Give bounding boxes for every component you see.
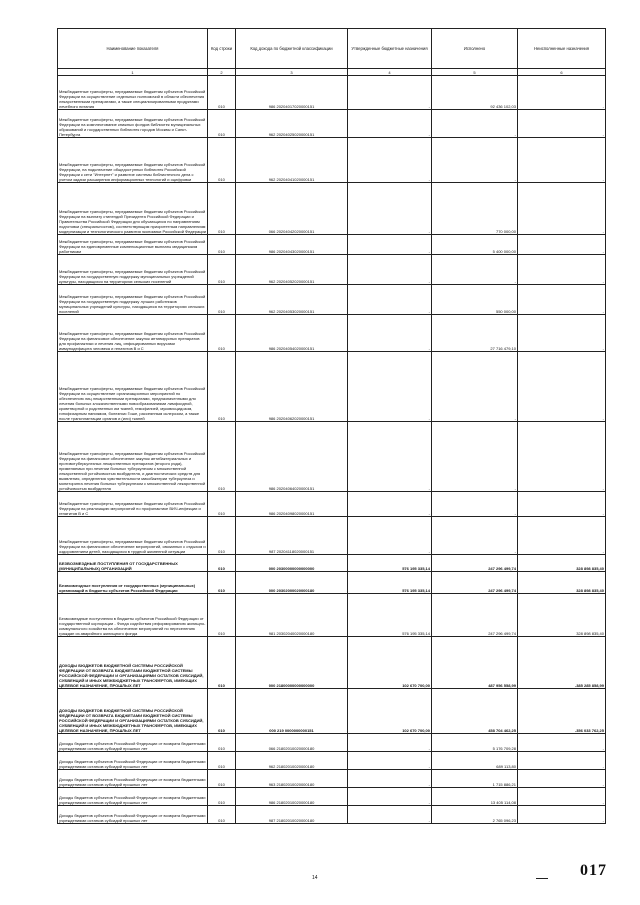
cell-approved: -: [348, 255, 432, 285]
table-row: [58, 517, 606, 555]
cell-executed: 247 296 499,74: [432, 594, 518, 637]
cell-approved: -: [348, 752, 432, 770]
cell-code: 010: [208, 788, 236, 806]
cell-approved: -: [348, 183, 432, 235]
cell-approved: -: [348, 76, 432, 110]
cell-kbk: 987 21802010020000180: [236, 806, 348, 824]
cell-kbk: 963 21802010020000180: [236, 770, 348, 788]
cell-name: Межбюджетные трансферты, передаваемые бюджетам субъектов Российской Федерации на единовременные компенсационные выплаты медицинским работникам: [58, 235, 208, 255]
cell-executed: -: [432, 110, 518, 138]
cell-kbk: 987 20204118020000151: [236, 517, 348, 555]
header-row: [58, 29, 606, 69]
header-approved: Утвержденные бюджетные назначения: [348, 29, 432, 69]
table-row: [58, 183, 606, 235]
table-row: [58, 770, 606, 788]
budget-execution-table: [57, 28, 606, 824]
cell-kbk: 000 219 0000000000151: [236, 689, 348, 734]
cell-code: 010: [208, 235, 236, 255]
cell-unexecuted: -: [518, 315, 606, 352]
cell-name: Доходы бюджетов субъектов Российской Федерации от возврата бюджетными учреждениями остатков субсидий прошлых лет: [58, 788, 208, 806]
cell-executed: 247 296 499,74: [432, 572, 518, 594]
header-unexecuted: Неисполненные назначения: [518, 29, 606, 69]
cell-unexecuted: 328 898 835,40: [518, 555, 606, 572]
cell-approved: -: [348, 517, 432, 555]
cell-kbk: 066 20204042020000151: [236, 183, 348, 235]
cell-kbk: 986 21802010020000180: [236, 788, 348, 806]
cell-code: 010: [208, 138, 236, 183]
table-row: [58, 637, 606, 689]
cell-executed: -: [432, 422, 518, 492]
cell-code: 010: [208, 572, 236, 594]
cell-code: 010: [208, 492, 236, 517]
cell-kbk: 962 20204053020000151: [236, 285, 348, 315]
header-kbk: Код дохода по бюджетной классификации: [236, 29, 348, 69]
cell-unexecuted: -: [518, 138, 606, 183]
cell-unexecuted: -: [518, 110, 606, 138]
cell-code: 010: [208, 734, 236, 752]
cell-approved: -: [348, 315, 432, 352]
cell-name: Доходы бюджетов субъектов Российской Федерации от возврата бюджетными учреждениями остатков субсидий прошлых лет: [58, 806, 208, 824]
cell-unexecuted: -: [518, 183, 606, 235]
cell-approved: -: [348, 788, 432, 806]
cell-executed: -: [432, 138, 518, 183]
cell-approved: -: [348, 422, 432, 492]
cell-name: Доходы бюджетов субъектов Российской Федерации от возврата бюджетными учреждениями остатков субсидий прошлых лет: [58, 734, 208, 752]
cell-executed: 5 400 000,00: [432, 235, 518, 255]
cell-name: БЕЗВОЗМЕЗДНЫЕ ПОСТУПЛЕНИЯ ОТ ГОСУДАРСТВЕННЫХ (МУНИЦИПАЛЬНЫХ) ОРГАНИЗАЦИЙ: [58, 555, 208, 572]
cell-unexecuted: -: [518, 734, 606, 752]
cell-name: Безвозмездные поступления в бюджеты субъектов Российской Федерации от государственной корпорации - Фонда содействия реформированию жилищно-коммунального хозяйства на обеспечение мероприятий по переселению граждан из аварийного жилищного фонда: [58, 594, 208, 637]
cell-approved: -: [348, 806, 432, 824]
table-row: [58, 555, 606, 572]
cell-code: 010: [208, 110, 236, 138]
cell-kbk: 962 20204041020000151: [236, 138, 348, 183]
cell-name: Межбюджетные трансферты, передаваемые бюджетам субъектов Российской Федерации на осуществление организационных мероприятий по обеспечению лиц лекарственными препаратами, предназначенными для лечения больных злокачественными новообразованиями лимфоидной, кроветворной и родственных им тканей, гемофилией, муковисцидозом, гипофизарным нанизмом, болезнью Гоше, рассеянным склерозом, а также после трансплантации органов и (или) тканей: [58, 352, 208, 422]
footer-dash: [536, 878, 548, 879]
table-row: [58, 806, 606, 824]
cell-code: 010: [208, 806, 236, 824]
cell-approved: 102 670 700,00: [348, 637, 432, 689]
cell-unexecuted: -: [518, 517, 606, 555]
col-index-5: 5: [432, 69, 518, 76]
cell-executed: 770 000,00: [432, 183, 518, 235]
col-index-2: 2: [208, 69, 236, 76]
cell-name: Доходы бюджетов субъектов Российской Федерации от возврата бюджетными учреждениями остатков субсидий прошлых лет: [58, 752, 208, 770]
cell-code: 010: [208, 352, 236, 422]
cell-approved: -: [348, 235, 432, 255]
cell-unexecuted: -: [518, 806, 606, 824]
column-index-row: [58, 69, 606, 76]
cell-unexecuted: -356 033 762,25: [518, 689, 606, 734]
cell-executed: 13 405 114,08: [432, 788, 518, 806]
page-number: 14: [312, 875, 318, 881]
cell-unexecuted: 328 898 835,40: [518, 572, 606, 594]
cell-unexecuted: -: [518, 76, 606, 110]
cell-unexecuted: -: [518, 255, 606, 285]
cell-executed: -: [432, 492, 518, 517]
cell-executed: 458 704 462,25: [432, 689, 518, 734]
cell-name: Безвозмездные поступления от государственных (муниципальных) организаций в бюджеты субъектов Российской Федерации: [58, 572, 208, 594]
cell-code: 010: [208, 517, 236, 555]
cell-approved: -: [348, 492, 432, 517]
cell-executed: 2 765 096,23: [432, 806, 518, 824]
cell-kbk: 986 20204054020000151: [236, 315, 348, 352]
cell-name: Межбюджетные трансферты, передаваемые бюджетам субъектов Российской Федерации на финансовое обеспечение закупок антивирусных препаратов для профилактики и лечения лиц, инфицированных вирусами иммунодефицита человека и гепатитов В и С: [58, 315, 208, 352]
cell-code: 010: [208, 555, 236, 572]
cell-unexecuted: -: [518, 422, 606, 492]
cell-kbk: 962 20204052020000151: [236, 255, 348, 285]
cell-kbk: 962 21802010020000180: [236, 752, 348, 770]
cell-code: 010: [208, 689, 236, 734]
cell-approved: 576 195 335,14: [348, 572, 432, 594]
report-sheet: [57, 28, 605, 824]
cell-executed: 5 176 709,28: [432, 734, 518, 752]
cell-approved: -: [348, 770, 432, 788]
cell-unexecuted: -: [518, 352, 606, 422]
cell-name: ДОХОДЫ БЮДЖЕТОВ БЮДЖЕТНОЙ СИСТЕМЫ РОССИЙСКОЙ ФЕДЕРАЦИИ ОТ ВОЗВРАТА БЮДЖЕТАМИ БЮДЖЕТНОЙ СИСТЕМЫ РОССИЙСКОЙ ФЕДЕРАЦИИ И ОРГАНИЗАЦИЯМИ ОСТАТКОВ СУБСИДИЙ, СУБВЕНЦИЙ И ИНЫХ МЕЖБЮДЖЕТНЫХ ТРАНСФЕРТОВ, ИМЕЮЩИХ ЦЕЛЕВОЕ НАЗНАЧЕНИЕ, ПРОШЛЫХ ЛЕТ: [58, 637, 208, 689]
cell-name: Межбюджетные трансферты, передаваемые бюджетам субъектов Российской Федерации на осуществление отдельных полномочий в области обеспечения лекарственными препаратами, а также специализированными продуктами лечебного питания: [58, 76, 208, 110]
cell-unexecuted: -: [518, 235, 606, 255]
cell-name: Межбюджетные трансферты, передаваемые бюджетам субъектов Российской Федерации на государственную поддержку лучших работников муниципальных учреждений культуры, находящихся на территориях сельских поселений: [58, 285, 208, 315]
table-row: [58, 492, 606, 517]
cell-executed: 1 715 886,21: [432, 770, 518, 788]
cell-name: Доходы бюджетов субъектов Российской Федерации от возврата бюджетными учреждениями остатков субсидий прошлых лет: [58, 770, 208, 788]
table-row: [58, 689, 606, 734]
cell-approved: -: [348, 110, 432, 138]
table-row: [58, 315, 606, 352]
cell-unexecuted: -: [518, 770, 606, 788]
cell-name: Межбюджетные трансферты, передаваемые бюджетам субъектов Российской Федерации на выплату стипендий Президента Российской Федерации и Правительства Российской Федерации для обучающихся по направлениям подготовки (специальностям), соответствующим приоритетным направлениям модернизации и технологического развития экономики Российской Федерации: [58, 183, 208, 235]
cell-kbk: 986 20204098020000151: [236, 492, 348, 517]
header-name: Наименование показателя: [58, 29, 208, 69]
sheet-stamp-number: 017: [580, 862, 607, 879]
col-index-6: 6: [518, 69, 606, 76]
cell-executed: -: [432, 352, 518, 422]
cell-approved: -: [348, 352, 432, 422]
cell-kbk: 986 20204043020000151: [236, 235, 348, 255]
cell-code: 010: [208, 285, 236, 315]
cell-kbk: 962 20204025020000151: [236, 110, 348, 138]
cell-code: 010: [208, 594, 236, 637]
cell-executed: -: [432, 255, 518, 285]
cell-name: Межбюджетные трансферты, передаваемые бюджетам субъектов Российской Федерации на финансовое обеспечение закупок антибактериальных и противотуберкулезных лекарственных препаратов (второго ряда), применяемых при лечении больных туберкулезом с множественной лекарственной устойчивостью возбудителя, и диагностических средств для выявления, определения чувствительности микобактерии туберкулеза и мониторинга лечения больных туберкулезом с множественной лекарственной устойчивостью возбудителя: [58, 422, 208, 492]
cell-kbk: 000 21800000000000000: [236, 637, 348, 689]
table-row: [58, 352, 606, 422]
col-index-1: 1: [58, 69, 208, 76]
table-row: [58, 138, 606, 183]
cell-kbk: 000 20300000000000000: [236, 555, 348, 572]
cell-code: 010: [208, 770, 236, 788]
cell-executed: 92 436 102,03: [432, 76, 518, 110]
cell-executed: 689 113,80: [432, 752, 518, 770]
table-row: [58, 752, 606, 770]
cell-code: 010: [208, 422, 236, 492]
cell-executed: -: [432, 517, 518, 555]
cell-unexecuted: -: [518, 788, 606, 806]
cell-unexecuted: 328 898 835,40: [518, 594, 606, 637]
cell-name: Межбюджетные трансферты, передаваемые бюджетам субъектов Российской Федерации на финансовое обеспечение мероприятий, связанных с отдыхом и оздоровлением детей, находящихся в трудной жизненной ситуации: [58, 517, 208, 555]
cell-unexecuted: -: [518, 492, 606, 517]
cell-name: Межбюджетные трансферты, передаваемые бюджетам субъектов Российской Федерации на государственную поддержку муниципальных учреждений культуры, находящихся на территориях сельских поселений: [58, 255, 208, 285]
table-row: [58, 734, 606, 752]
cell-unexecuted: -: [518, 285, 606, 315]
table-row: [58, 285, 606, 315]
col-index-4: 4: [348, 69, 432, 76]
cell-code: 010: [208, 315, 236, 352]
table-body: [58, 76, 606, 824]
cell-approved: -: [348, 285, 432, 315]
table-row: [58, 76, 606, 110]
cell-kbk: 000 20302000020000180: [236, 572, 348, 594]
cell-executed: 247 296 499,74: [432, 555, 518, 572]
cell-kbk: 066 21802010020000180: [236, 734, 348, 752]
table-row: [58, 572, 606, 594]
table-row: [58, 788, 606, 806]
cell-unexecuted: -: [518, 752, 606, 770]
cell-name: Межбюджетные трансферты, передаваемые бюджетам субъектов Российской Федерации на реализацию мероприятий по профилактике ВИЧ-инфекции и гепатитов В и С: [58, 492, 208, 517]
table-row: [58, 255, 606, 285]
header-code: Код строки: [208, 29, 236, 69]
cell-code: 010: [208, 752, 236, 770]
cell-kbk: 986 20204064020000151: [236, 422, 348, 492]
cell-code: 010: [208, 255, 236, 285]
cell-approved: -: [348, 138, 432, 183]
cell-name: ДОХОДЫ БЮДЖЕТОВ БЮДЖЕТНОЙ СИСТЕМЫ РОССИЙСКОЙ ФЕДЕРАЦИИ ОТ ВОЗВРАТА БЮДЖЕТАМИ БЮДЖЕТНОЙ СИСТЕМЫ РОССИЙСКОЙ ФЕДЕРАЦИИ И ОРГАНИЗАЦИЯМИ ОСТАТКОВ СУБСИДИЙ, СУБВЕНЦИЙ И ИНЫХ МЕЖБЮДЖЕТНЫХ ТРАНСФЕРТОВ, ИМЕЮЩИХ ЦЕЛЕВОЕ НАЗНАЧЕНИЕ, ПРОШЛЫХ ЛЕТ: [58, 689, 208, 734]
cell-kbk: 986 20204062020000151: [236, 352, 348, 422]
cell-unexecuted: -385 285 858,99: [518, 637, 606, 689]
cell-name: Межбюджетные трансферты, передаваемые бюджетам субъектов Российской Федерации на комплектование книжных фондов библиотек муниципальных образований и государственных библиотек городов Москвы и Санкт-Петербурга: [58, 110, 208, 138]
cell-kbk: 986 20204017020000151: [236, 76, 348, 110]
cell-code: 010: [208, 637, 236, 689]
cell-approved: 576 195 335,14: [348, 555, 432, 572]
col-index-3: 3: [236, 69, 348, 76]
header-executed: Исполнено: [432, 29, 518, 69]
cell-approved: 102 670 700,00: [348, 689, 432, 734]
cell-approved: -: [348, 734, 432, 752]
cell-name: Межбюджетные трансферты, передаваемые бюджетам субъектов Российской Федерации, на подключение общедоступных библиотек Российской Федерации к сети "Интернет" и развитие системы библиотечного дела с учетом задачи расширения информационных технологий и оцифровки: [58, 138, 208, 183]
cell-executed: 550 000,00: [432, 285, 518, 315]
table-row: [58, 594, 606, 637]
cell-executed: 27 716 479,10: [432, 315, 518, 352]
table-row: [58, 110, 606, 138]
table-row: [58, 235, 606, 255]
cell-executed: 487 956 558,99: [432, 637, 518, 689]
cell-kbk: 981 20302040020000180: [236, 594, 348, 637]
cell-code: 010: [208, 183, 236, 235]
table-row: [58, 422, 606, 492]
cell-code: 010: [208, 76, 236, 110]
cell-approved: 576 195 335,14: [348, 594, 432, 637]
